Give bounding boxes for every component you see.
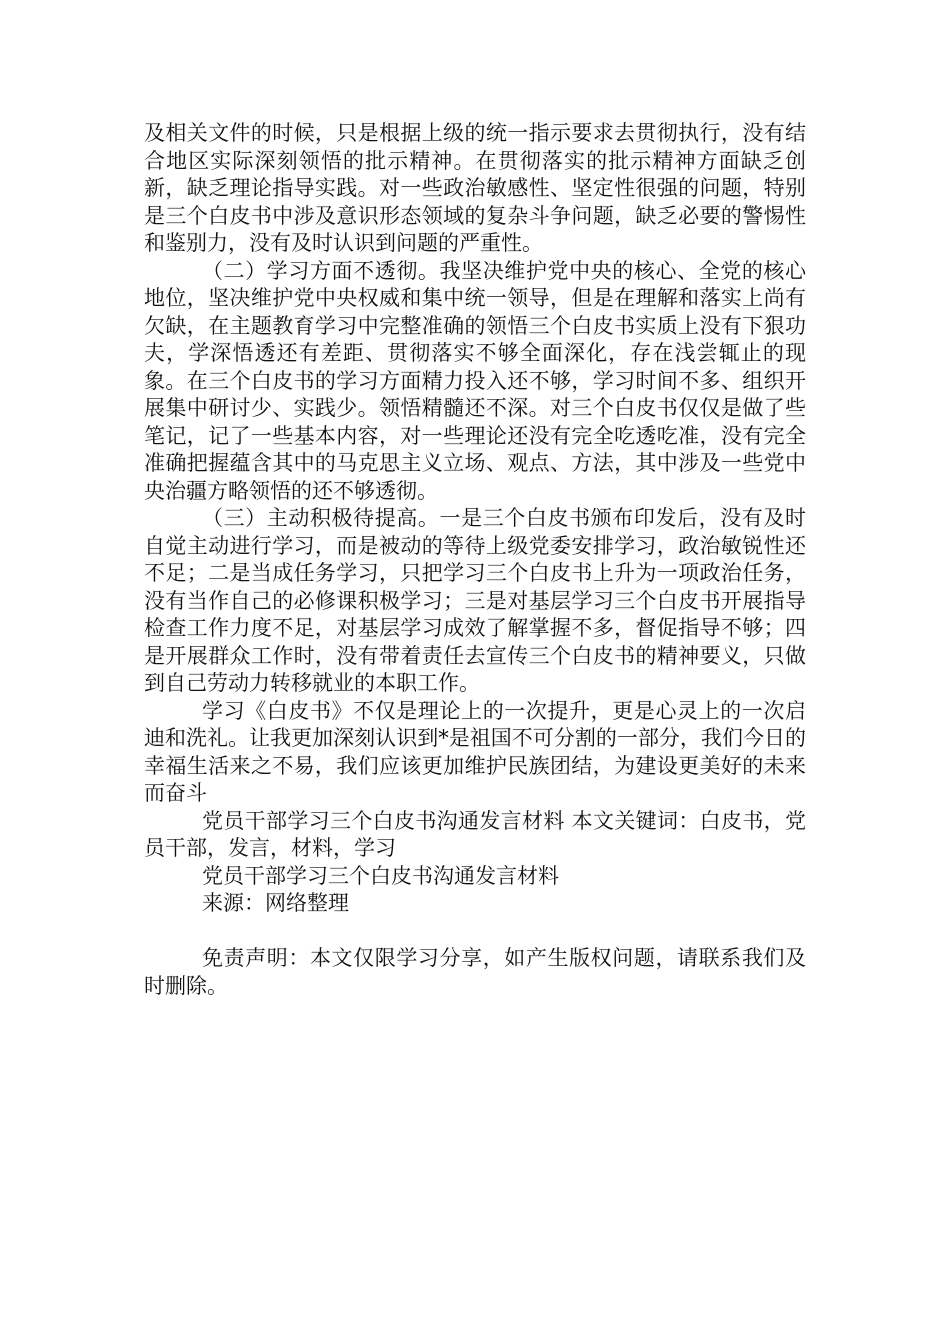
paragraph-disclaimer: 免责声明：本文仅限学习分享，如产生版权问题，请联系我们及时删除。: [144, 946, 806, 998]
paragraph-continuation: 及相关文件的时候，只是根据上级的统一指示要求去贯彻执行，没有结合地区实际深刻领悟的批示精神。在贯彻落实的批示精神方面缺乏创新，缺乏理论指导实践。对一些政治敏感性、坚定性很强的问题，特别是三个白皮书中涉及意识形态领域的复杂斗争问题，缺乏必要的警惕性和鉴别力，没有及时认识到问题的严重性。: [144, 121, 806, 255]
blank-line: [144, 918, 806, 946]
paragraph-keywords: 党员干部学习三个白皮书沟通发言材料 本文关键词：白皮书，党员干部，发言，材料，学习: [144, 808, 806, 860]
paragraph-source: 来源：网络整理: [202, 891, 349, 915]
paragraph-study-not-thorough: （二）学习方面不透彻。我坚决维护党中央的核心、全党的核心地位，坚决维护党中央权威和集中统一领导，但是在理解和落实上尚有欠缺，在主题教育学习中完整准确的领悟三个白皮书实质上没有下狠功夫，学深悟透还有差距、贯彻落实不够全面深化，存在浅尝辄止的现象。在三个白皮书的学习方面精力投入还不够，学习时间不多、组织开展集中研讨少、实践少。领悟精髓还不深。对三个白皮书仅仅是做了些笔记，记了一些基本内容，对一些理论还没有完全吃透吃准，没有完全准确把握蕴含其中的马克思主义立场、观点、方法，其中涉及一些党中央治疆方略领悟的还不够透彻。: [144, 258, 806, 503]
paragraph-conclusion: 学习《白皮书》不仅是理论上的一次提升，更是心灵上的一次启迪和洗礼。让我更加深刻认识到*是祖国不可分割的一部分，我们今日的幸福生活来之不易，我们应该更加维护民族团结，为建设更美好的未来而奋斗: [144, 698, 806, 805]
paragraph-initiative-improve: （三）主动积极待提高。一是三个白皮书颁布印发后，没有及时自觉主动进行学习，而是被动的等待上级党委安排学习，政治敏锐性还不足；二是当成任务学习，只把学习三个白皮书上升为一项政治任务，没有当作自己的必修课积极学习；三是对基层学习三个白皮书开展指导检查工作力度不足，对基层学习成效了解掌握不多，督促指导不够；四是开展群众工作时，没有带着责任去宣传三个白皮书的精神要义，只做到自己劳动力转移就业的本职工作。: [144, 506, 806, 695]
paragraph-title-repeat: 党员干部学习三个白皮书沟通发言材料: [202, 863, 559, 888]
document-body: [144, 120, 806, 1000]
